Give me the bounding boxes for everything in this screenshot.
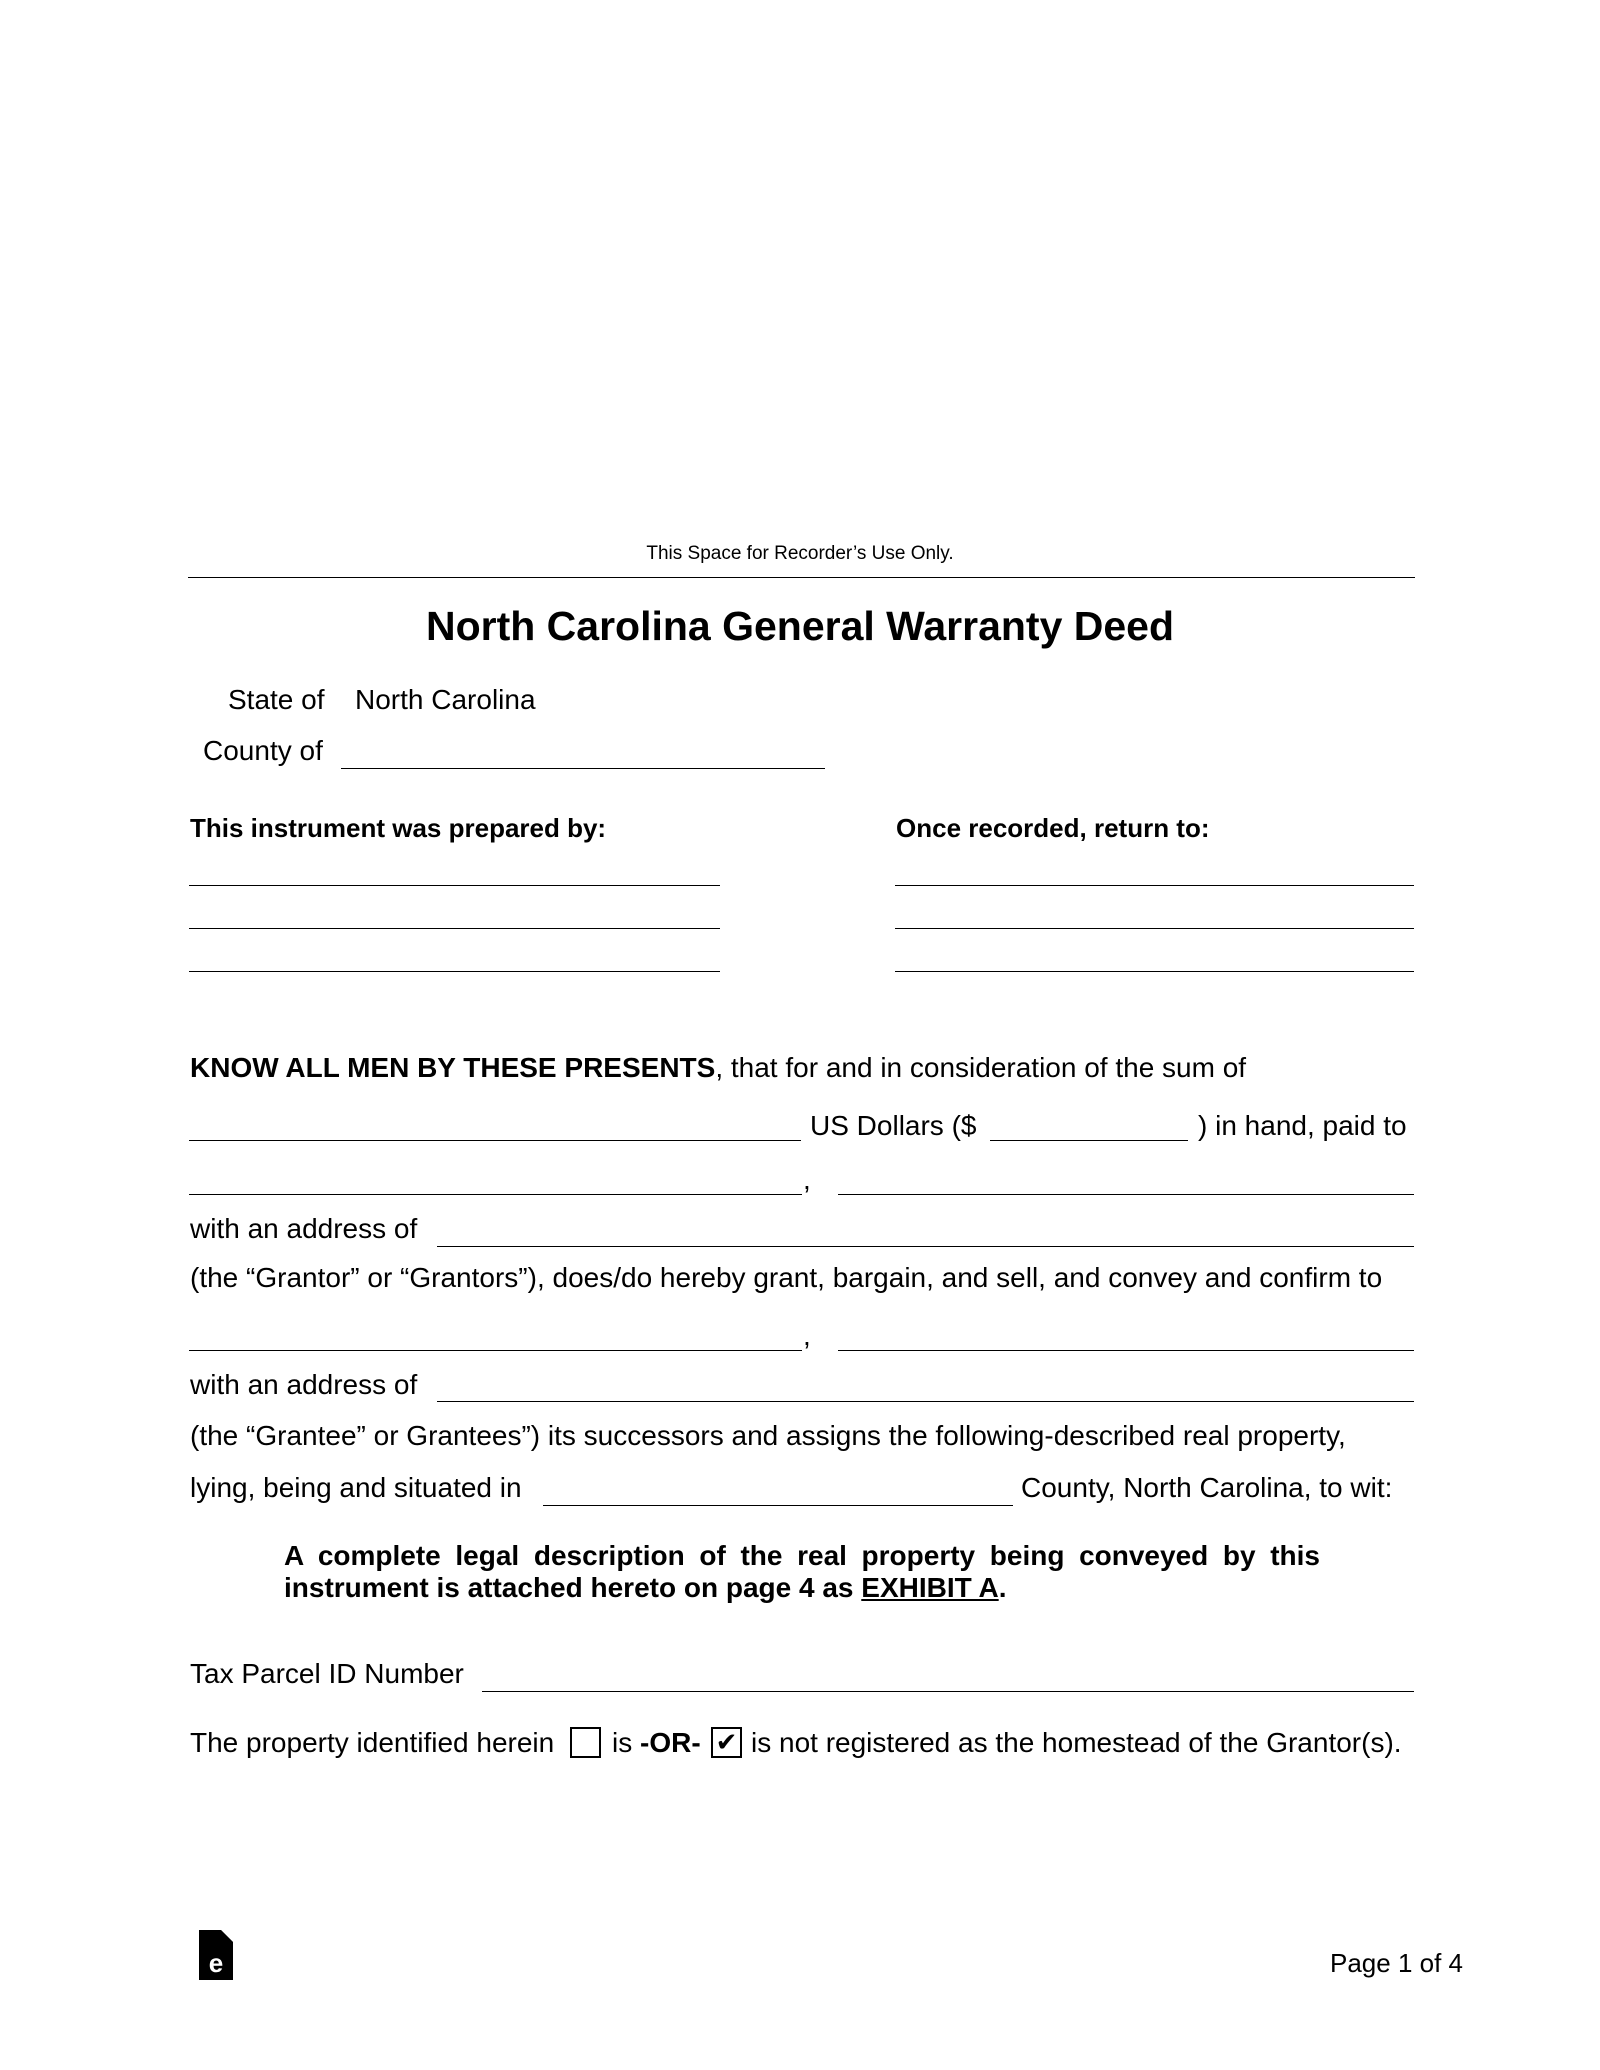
situated-label: lying, being and situated in [190, 1472, 522, 1503]
recorder-space-label: This Space for Recorder’s Use Only. [646, 543, 954, 564]
prepared-by-line-3[interactable] [189, 971, 720, 972]
checkmark-icon: ✔ [715, 1727, 738, 1757]
legal-description-text: A complete legal description of the real property being conveyed by this instrument is attached hereto on page 4 as [284, 1540, 1320, 1603]
county-nc-text: County, North Carolina, to wit: [1021, 1472, 1393, 1503]
tax-parcel-label: Tax Parcel ID Number [190, 1658, 464, 1689]
homestead-is-not-checkbox[interactable] [711, 1727, 742, 1758]
return-to-line-3[interactable] [895, 971, 1414, 972]
grantor-clause-text: (the “Grantor” or “Grantors”), does/do hereby grant, bargain, and sell, and convey and confirm to [190, 1262, 1383, 1293]
in-hand-paid-to-text: ) in hand, paid to [1198, 1110, 1407, 1141]
grantor-address-label: with an address of [190, 1213, 418, 1244]
prepared-by-label: This instrument was prepared by: [190, 813, 607, 843]
homestead-is-label: is [612, 1727, 633, 1758]
recorder-divider [188, 577, 1415, 578]
svg-text:e: e [208, 1948, 224, 1978]
grantee-name-field[interactable] [189, 1350, 802, 1351]
eforms-logo-icon [197, 1930, 235, 1982]
state-label: State of [228, 684, 325, 715]
amount-number-field[interactable] [990, 1140, 1188, 1141]
grantee-comma: , [803, 1320, 811, 1351]
county-label: County of [203, 735, 323, 766]
grantee-clause-text: (the “Grantee” or Grantees”) its successors and assigns the following-described real property, [190, 1420, 1346, 1451]
legal-description-notice [284, 1540, 1320, 1604]
know-all-men-paragraph [190, 1052, 1246, 1084]
tax-parcel-field[interactable] [482, 1691, 1414, 1692]
grantee-address-field[interactable] [437, 1401, 1414, 1402]
page-number: Page 1 of 4 [1330, 1948, 1463, 1978]
grantee-address-label: with an address of [190, 1369, 418, 1400]
homestead-prefix: The property identified herein [190, 1727, 555, 1758]
grantor-comma: , [803, 1164, 811, 1195]
state-value: North Carolina [355, 684, 536, 715]
prepared-by-line-1[interactable] [189, 885, 720, 886]
return-to-line-2[interactable] [895, 928, 1414, 929]
situated-county-field[interactable] [543, 1505, 1013, 1506]
prepared-by-line-2[interactable] [189, 928, 720, 929]
homestead-suffix: is not registered as the homestead of the Grantor(s). [751, 1727, 1402, 1758]
know-all-men-heading: KNOW ALL MEN BY THESE PRESENTS [190, 1052, 716, 1083]
grantor-name-field[interactable] [189, 1194, 802, 1195]
page-title: North Carolina General Warranty Deed [425, 603, 1175, 649]
us-dollars-label: US Dollars ($ [810, 1110, 977, 1141]
return-to-line-1[interactable] [895, 885, 1414, 886]
amount-words-field[interactable] [189, 1140, 801, 1141]
grantor-second-field[interactable] [838, 1194, 1414, 1195]
grantee-second-field[interactable] [838, 1350, 1414, 1351]
homestead-is-checkbox[interactable] [570, 1727, 601, 1758]
legal-period: . [998, 1572, 1007, 1603]
return-to-label: Once recorded, return to: [896, 813, 1210, 843]
grantor-address-field[interactable] [437, 1246, 1414, 1247]
consideration-text: , that for and in consideration of the sum of [715, 1052, 1247, 1083]
exhibit-a-link[interactable]: EXHIBIT A [861, 1572, 999, 1603]
county-field[interactable] [341, 768, 825, 769]
homestead-or-label: -OR- [640, 1727, 701, 1758]
